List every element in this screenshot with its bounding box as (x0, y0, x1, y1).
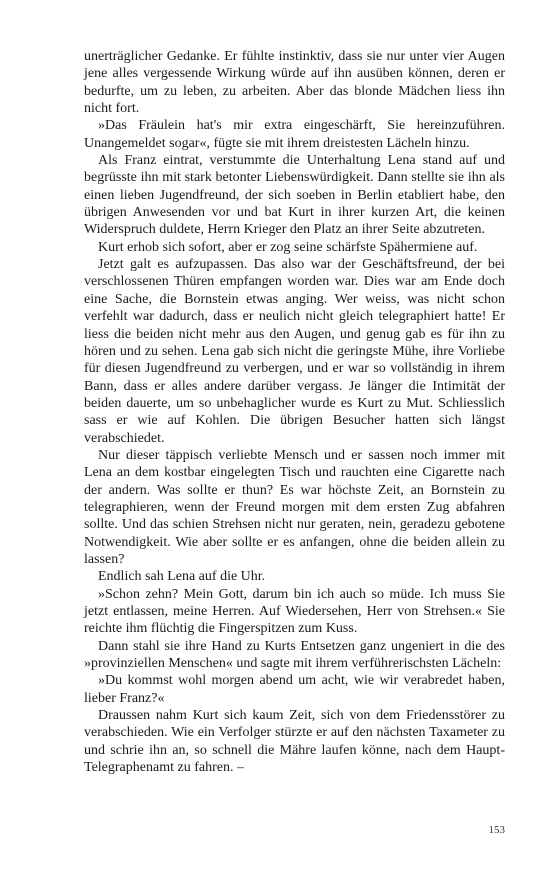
paragraph: »Du kommst wohl morgen abend um acht, wie wir verabredet haben, lieber Franz?« (84, 673, 505, 706)
paragraph: Jetzt galt es aufzupassen. Das also war der Geschäftsfreund, der bei verschlossenen Thüren empfangen worden war. Dies war am Ende doch eine Sache, die Bornstein etwas anging. Wer weiss, was nicht schon verfehlt war dadurch, dass er neulich nicht gleich telegraphiert hatte! Er liess die beiden nicht mehr aus den Augen, und genug gab es für ihn zu hören und zu sehen. Lena gab sich nicht die geringste Mühe, ihre Vorliebe für diesen Jugendfreund zu verbergen, und er war so vollständig in ihrem Bann, dass er alles andere darüber vergass. Je länger die Intimität der beiden dauerte, um so unbehaglicher wurde es Kurt zu Mut. Schliesslich sass er wie auf Kohlen. Die übrigen Besucher hatten sich längst verabschiedet. (84, 257, 505, 446)
body-text (84, 48, 505, 776)
paragraph: unerträglicher Gedanke. Er fühlte instinktiv, dass sie nur unter vier Augen jene alles vergessende Wirkung würde auf ihn ausüben können, deren er bedurfte, um zu leben, zu arbeiten. Aber das blonde Mädchen liess ihn nicht fort. (84, 49, 505, 117)
paragraph: Nur dieser täppisch verliebte Mensch und er sassen noch immer mit Lena an dem kostbar eingelegten Tisch und rauchten eine Cigarette nach der andern. Was sollte er thun? Es war höchste Zeit, an Bornstein zu telegraphieren, wenn der Freund morgen mit dem ersten Zug abfahren sollte. Und das schien Strehsen nicht nur geraten, nein, geradezu gebotene Notwendigkeit. Wie aber sollte er es anfangen, ohne die beiden allein zu lassen? (84, 447, 505, 567)
paragraph: »Schon zehn? Mein Gott, darum bin ich auch so müde. Ich muss Sie jetzt entlassen, meine Herren. Auf Wiedersehen, Herr von Strehsen.« Sie reichte ihm flüchtig die Fingerspitzen zum Kuss. (84, 586, 505, 637)
paragraph: Als Franz eintrat, verstummte die Unterhaltung Lena stand auf und begrüsste ihn mit stark betonter Liebenswürdigkeit. Dann stellte sie ihn als einen lieben Jugendfreund, der sich soeben in Berlin etabliert habe, den übrigen Anwesenden vor und bat Kurt in ihrer kurzen Art, die keinen Widerspruch duldete, Herrn Krieger den Platz an ihrer Seite abzutreten. (84, 153, 505, 238)
paragraph: »Das Fräulein hat's mir extra eingeschärft, Sie hereinzuführen. Unangemeldet sogar«, fügte sie mit ihrem dreistesten Lächeln hinzu. (84, 118, 505, 151)
page-number: 153 (488, 824, 505, 836)
paragraph: Endlich sah Lena auf die Uhr. (98, 569, 266, 585)
paragraph: Kurt erhob sich sofort, aber er zog seine schärfste Spähermiene auf. (98, 239, 478, 255)
paragraph: Draussen nahm Kurt sich kaum Zeit, sich von dem Friedensstörer zu verabschieden. Wie ein Verfolger stürzte er auf den nächsten Taxameter zu und schrie ihn an, so schnell die Mähre laufen könne, nach dem Haupt-Telegraphenamt zu fahren. – (84, 708, 505, 776)
paragraph: Dann stahl sie ihre Hand zu Kurts Entsetzen ganz ungeniert in die des »provinziellen Menschen« und sagte mit ihrem verführerischsten Lächeln: (84, 638, 505, 672)
